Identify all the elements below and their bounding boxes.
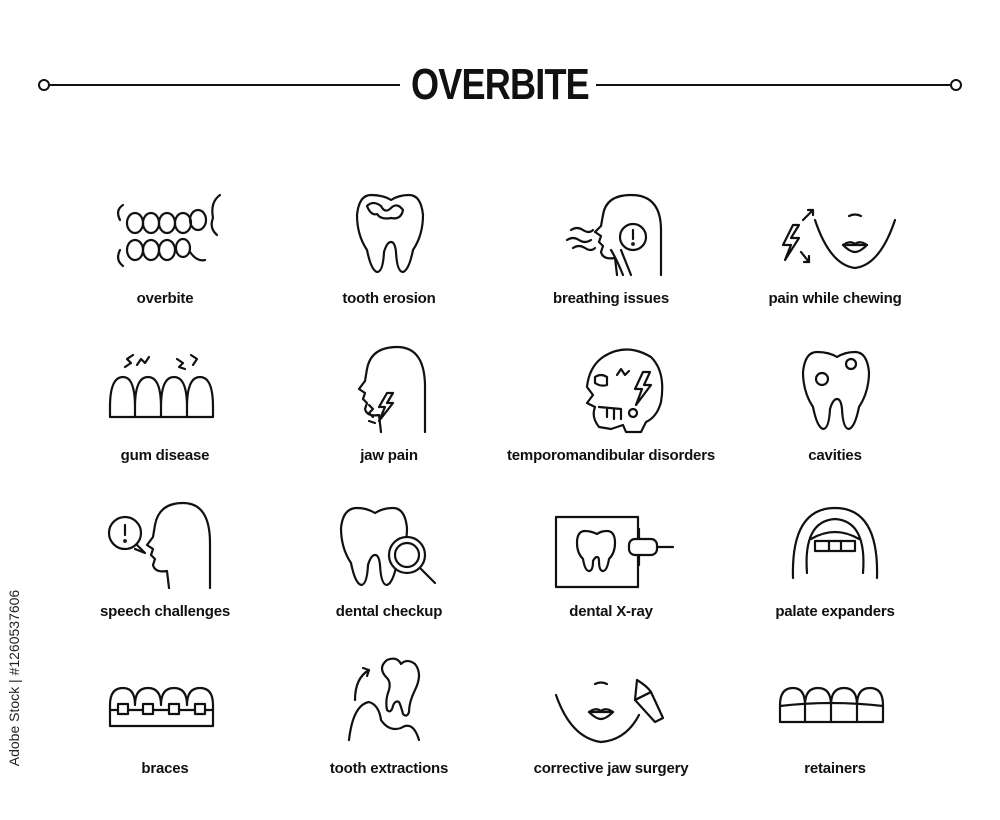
- item-tooth-erosion: [264, 190, 514, 340]
- retainer-icon: [775, 660, 895, 750]
- page-title: OVERBITE: [411, 60, 589, 109]
- jaw-scalpel-icon: [551, 660, 671, 750]
- breathing-head-icon: [551, 190, 671, 280]
- item-label: palate expanders: [775, 603, 895, 620]
- item-retainers: [710, 660, 960, 810]
- tooth-cavity-icon: [775, 347, 895, 437]
- gum-teeth-icon: [105, 347, 225, 437]
- item-speech-challenges: [40, 503, 290, 653]
- right-rule-dot: [950, 79, 962, 91]
- item-label: retainers: [804, 760, 866, 777]
- item-label: tooth erosion: [342, 290, 436, 307]
- item-label: dental X-ray: [569, 603, 653, 620]
- item-pain-while-chewing: [710, 190, 960, 340]
- item-label: gum disease: [120, 447, 210, 464]
- right-rule: [596, 84, 950, 86]
- tooth-magnifier-icon: [329, 503, 449, 593]
- xray-machine-icon: [551, 503, 671, 593]
- braces-icon: [105, 660, 225, 750]
- item-tmj: [486, 347, 736, 497]
- item-label: cavities: [808, 447, 862, 464]
- jaw-pain-lightning-icon: [775, 190, 895, 280]
- item-label: temporomandibular disorders: [507, 447, 715, 464]
- item-palate-expanders: [710, 503, 960, 653]
- item-dental-checkup: [264, 503, 514, 653]
- item-dental-xray: [486, 503, 736, 653]
- item-label: pain while chewing: [768, 290, 902, 307]
- item-label: braces: [141, 760, 189, 777]
- item-corrective-jaw-surgery: [486, 660, 736, 810]
- header: [0, 50, 1000, 120]
- item-tooth-extractions: [264, 660, 514, 810]
- item-label: dental checkup: [335, 603, 443, 620]
- overbite-teeth-icon: [105, 190, 225, 280]
- tooth-extraction-icon: [329, 660, 449, 750]
- item-gum-disease: [40, 347, 290, 497]
- item-label: speech challenges: [100, 603, 230, 620]
- item-label: breathing issues: [552, 290, 669, 307]
- item-jaw-pain: [264, 347, 514, 497]
- item-overbite: [40, 190, 290, 340]
- skull-tmj-icon: [551, 347, 671, 437]
- item-label: overbite: [136, 290, 194, 307]
- watermark: [4, 560, 22, 800]
- watermark-text: Adobe Stock | #1260537606: [6, 589, 22, 767]
- tooth-erosion-icon: [329, 190, 449, 280]
- item-label: tooth extractions: [329, 760, 449, 777]
- head-jaw-pain-icon: [329, 347, 449, 437]
- speech-head-icon: [105, 503, 225, 593]
- item-label: corrective jaw surgery: [533, 760, 689, 777]
- item-breathing-issues: [486, 190, 736, 340]
- palate-expander-icon: [775, 503, 895, 593]
- item-cavities: [710, 347, 960, 497]
- item-label: jaw pain: [360, 447, 418, 464]
- item-braces: [40, 660, 290, 810]
